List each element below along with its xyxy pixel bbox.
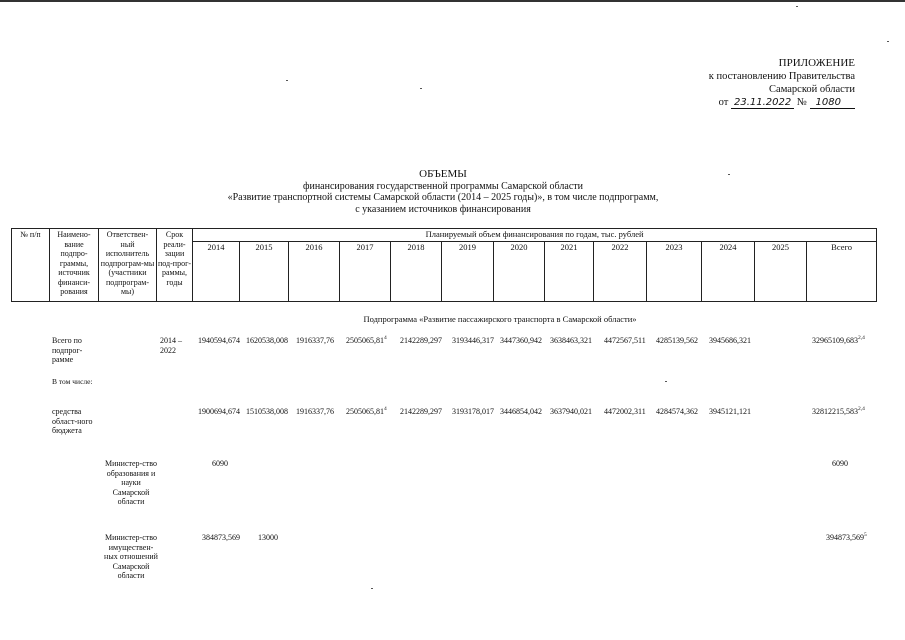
- executor-ministry-property: Министер-ство имуществен-ных отношений Самарской области: [104, 533, 158, 580]
- value-cell: [812, 336, 865, 346]
- cell-prop-total-value: 394873,569: [826, 533, 864, 542]
- value-cell: [500, 336, 542, 346]
- value-text: 32965109,683: [812, 336, 858, 345]
- header-year: 2019: [442, 241, 494, 301]
- value-cell: [346, 336, 387, 346]
- header-year: 2023: [647, 241, 702, 301]
- title-line-4: с указанием источников финансирования: [355, 203, 531, 215]
- header-year: 2014: [193, 241, 240, 301]
- value-text: 1940594,674: [198, 336, 240, 345]
- value-cell: [296, 407, 334, 417]
- value-text: 1916337,76: [296, 336, 334, 345]
- header-year: 2024: [702, 241, 755, 301]
- value-text: 4284574,362: [656, 407, 698, 416]
- value-text: 3446854,042: [500, 407, 542, 416]
- value-cell: [246, 407, 288, 417]
- header-year: 2025: [755, 241, 807, 301]
- value-text: 4472567,511: [604, 336, 646, 345]
- header-year: 2021: [545, 241, 594, 301]
- header-executor: Ответствен-ный исполнитель подпрограм-мы (участники подпрограм-мы): [99, 229, 157, 302]
- value-cell: [656, 336, 698, 346]
- cell-prop-2015: 13000: [258, 533, 278, 542]
- cell-edu-2014: 6090: [212, 459, 228, 468]
- subprogram-title: Подпрограмма «Развитие пассажирского транспорта в Самарской области»: [363, 314, 637, 324]
- value-text: 2505065,81: [346, 407, 384, 416]
- value-text: 2142289,297: [400, 336, 442, 345]
- footnote-mark: 2,4: [858, 406, 865, 412]
- financing-table-header: [11, 228, 877, 302]
- appendix-title: ПРИЛОЖЕНИЕ: [778, 57, 855, 69]
- handwritten-number: 1080: [810, 97, 855, 109]
- value-cell: [246, 336, 288, 346]
- value-text: 1510538,008: [246, 407, 288, 416]
- cell-edu-total: 6090: [832, 459, 848, 468]
- value-text: 3945121,121: [709, 407, 751, 416]
- header-year: 2016: [289, 241, 340, 301]
- header-year: 2015: [240, 241, 289, 301]
- value-text: 2505065,81: [346, 336, 384, 345]
- value-text: 4472002,311: [604, 407, 646, 416]
- date-prefix: от: [718, 97, 729, 108]
- header-plan: Планируемый объем финансирования по годам, тыс. рублей: [193, 229, 877, 242]
- value-text: 1620538,008: [246, 336, 288, 345]
- header-name: Наимено-вание подпро-граммы, источник финанси-рования: [50, 229, 99, 302]
- appendix-block: [640, 57, 855, 109]
- value-text: 3637940,021: [550, 407, 592, 416]
- footnote-mark: 4: [384, 335, 387, 341]
- row-term-total: 2014 – 2022: [160, 336, 182, 355]
- value-cell: [198, 336, 240, 346]
- value-cell: [604, 407, 646, 417]
- value-text: 3193446,317: [452, 336, 494, 345]
- scan-speck: [420, 88, 422, 89]
- value-cell: [656, 407, 698, 417]
- value-cell: [452, 407, 494, 417]
- title-line-2: финансирования государственной программы Самарской области: [302, 180, 583, 192]
- value-cell: [346, 407, 387, 417]
- value-cell: [400, 407, 442, 417]
- row-label-total: Всего по подпрог-рамме: [52, 336, 83, 364]
- appendix-date-line: [640, 96, 855, 109]
- cell-prop-2014: 384873,569: [202, 533, 240, 542]
- handwritten-date: 23.11.2022: [731, 97, 794, 109]
- value-text: 3638463,321: [550, 336, 592, 345]
- value-cell: [604, 336, 646, 346]
- value-cell: [550, 407, 592, 417]
- value-cell: [812, 407, 865, 417]
- value-cell: [198, 407, 240, 417]
- header-num: № п/п: [12, 229, 50, 302]
- row-label-including: В том числе:: [52, 377, 93, 386]
- value-text: 1916337,76: [296, 407, 334, 416]
- scan-speck: [371, 588, 373, 589]
- scan-speck: [665, 381, 667, 382]
- title-line-3: «Развитие транспортной системы Самарской области (2014 – 2025 годы)», в том числе подпрограмм,: [227, 192, 659, 203]
- value-text: 1900694,674: [198, 407, 240, 416]
- scan-speck: [796, 6, 798, 7]
- value-text: 2142289,297: [400, 407, 442, 416]
- header-total: Всего: [807, 241, 877, 301]
- value-text: 32812215,583: [812, 407, 858, 416]
- footnote-mark: 2,4: [858, 335, 865, 341]
- header-year: 2018: [391, 241, 442, 301]
- value-text: 3447360,942: [500, 336, 542, 345]
- title-line-1: ОБЪЕМЫ: [419, 168, 467, 180]
- value-text: 3193178,017: [452, 407, 494, 416]
- document-title: [150, 169, 736, 215]
- value-text: 3945686,321: [709, 336, 751, 345]
- value-cell: [500, 407, 542, 417]
- value-cell: [296, 336, 334, 346]
- executor-ministry-education: Министер-ство образования и науки Самарской области: [105, 459, 157, 506]
- value-text: 4285139,562: [656, 336, 698, 345]
- appendix-line-2: к постановлению Правительства: [708, 71, 855, 82]
- value-cell: [400, 336, 442, 346]
- header-year: 2022: [594, 241, 647, 301]
- value-cell: [709, 336, 751, 346]
- scan-speck: [286, 80, 288, 81]
- value-cell: [452, 336, 494, 346]
- number-sign: №: [796, 97, 807, 108]
- scan-speck: [887, 41, 889, 42]
- header-year: 2020: [494, 241, 545, 301]
- scan-speck: [728, 174, 730, 175]
- row-label-regional: средства област-ного бюджета: [52, 407, 93, 435]
- footnote-mark: 5: [864, 532, 867, 538]
- cell-prop-total: [826, 533, 867, 543]
- appendix-line-3: Самарской области: [769, 84, 855, 95]
- value-cell: [550, 336, 592, 346]
- value-cell: [709, 407, 751, 417]
- footnote-mark: 4: [384, 406, 387, 412]
- scan-top-edge: [0, 0, 905, 2]
- header-term: Срок реали-зации под-прог-раммы, годы: [157, 229, 193, 302]
- header-year: 2017: [340, 241, 391, 301]
